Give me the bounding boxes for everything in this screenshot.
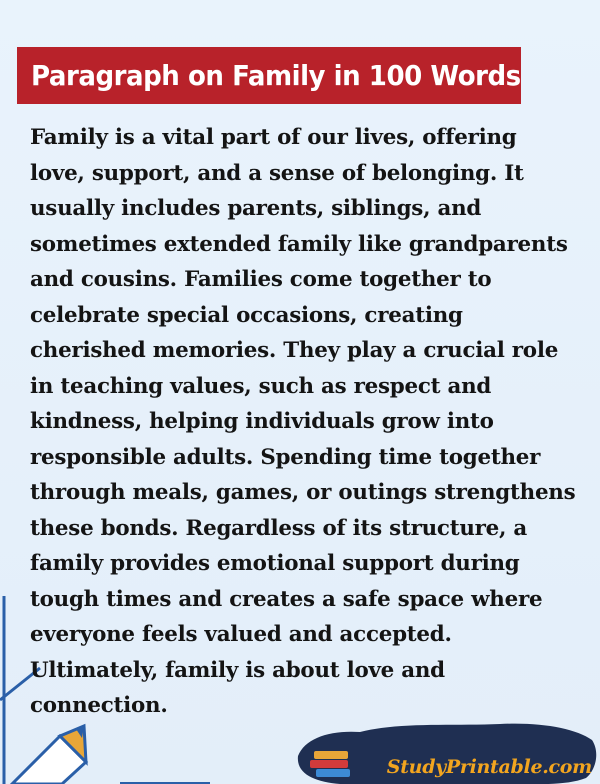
logo-text: StudyPrintable.com [386, 756, 592, 778]
page-title: Paragraph on Family in 100 Words [30, 59, 521, 92]
family-paragraph: Family is a vital part of our lives, offering love, support, and a sense of belonging. It usually includes parents, siblings, and sometimes extended family like grandparents and cousins. Families come together to celebrate special occasions, creating cherished memories. They play a crucial role in teaching values, such as respect and kindness, helping individuals grow into responsible adults. Spending time together through meals, games, or outings strengthens these bonds. Regardless of its structure, a family provides emotional support during tough times and creates a safe space where everyone feels valued and accepted. Ultimately, family is about love and connection. [30, 125, 576, 718]
studyprintable-logo [387, 756, 592, 778]
pencil-icon [12, 726, 86, 784]
title-banner [17, 47, 521, 104]
books-icon [310, 751, 350, 777]
